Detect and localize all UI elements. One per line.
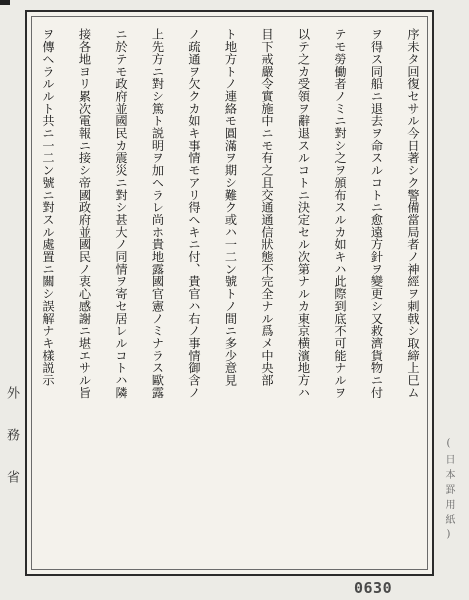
text-column-3: テモ勞働者ノミニ對シ之ヲ頒布スルカ如キハ此際到底不可能ナルヲ: [333, 28, 347, 399]
text-column-9: ニ於テモ政府並國民カ震災ニ對シ甚大ノ同情ヲ寄セ居レルコトハ隣: [114, 28, 128, 399]
top-edge-mark: [0, 0, 10, 5]
text-column-2: ヲ得ス同船ニ退去ヲ命スルコトニ愈遠方針ヲ變更シ又救濟貨物ニ付: [369, 28, 384, 399]
text-column-1: 序未タ回復セサル今日著シク警備當局者ノ神經ヲ刺戟シ取締上巳ム: [406, 28, 420, 399]
text-column-5: 目下戒嚴令實施中ニモ有之且交通通信狀態不完全ナル爲メ中央部: [260, 28, 274, 387]
text-column-6: ト地方トノ連絡モ圓滿ヲ期シ難ク或ハ一二ン號トノ間ニ多少意見: [223, 28, 238, 387]
text-column-10: 接各地ヨリ累次電報ニ接シ帝國政府並國民ノ衷心感謝ニ堪エサル旨: [77, 28, 92, 399]
text-column-4: 以テ之カ受領ヲ辭退スルコトニ決定セル次第ナルカ東京横濱地方ハ: [296, 28, 311, 399]
ministry-label: 外務省: [4, 386, 19, 512]
paper-label: (日本罫用紙): [443, 438, 454, 545]
text-column-7: ノ疏通ヲ欠クカ如キ事情モアリ得ヘキニ付、貴官ハ右ノ事情御含ノ: [187, 28, 201, 399]
text-column-8: 上先方ニ對シ篤ト説明ヲ加ヘラレ尚ホ貴地露國官憲ノミナラス歐露: [150, 28, 165, 399]
document-frame: [25, 10, 434, 576]
page-number: 0630: [354, 579, 393, 597]
text-column-11: ヲ傳ヘラルルト共ニ一二ン號ニ對スル處置ニ關シ誤解ナキ樣説示: [41, 28, 55, 387]
document-body: [39, 28, 421, 556]
